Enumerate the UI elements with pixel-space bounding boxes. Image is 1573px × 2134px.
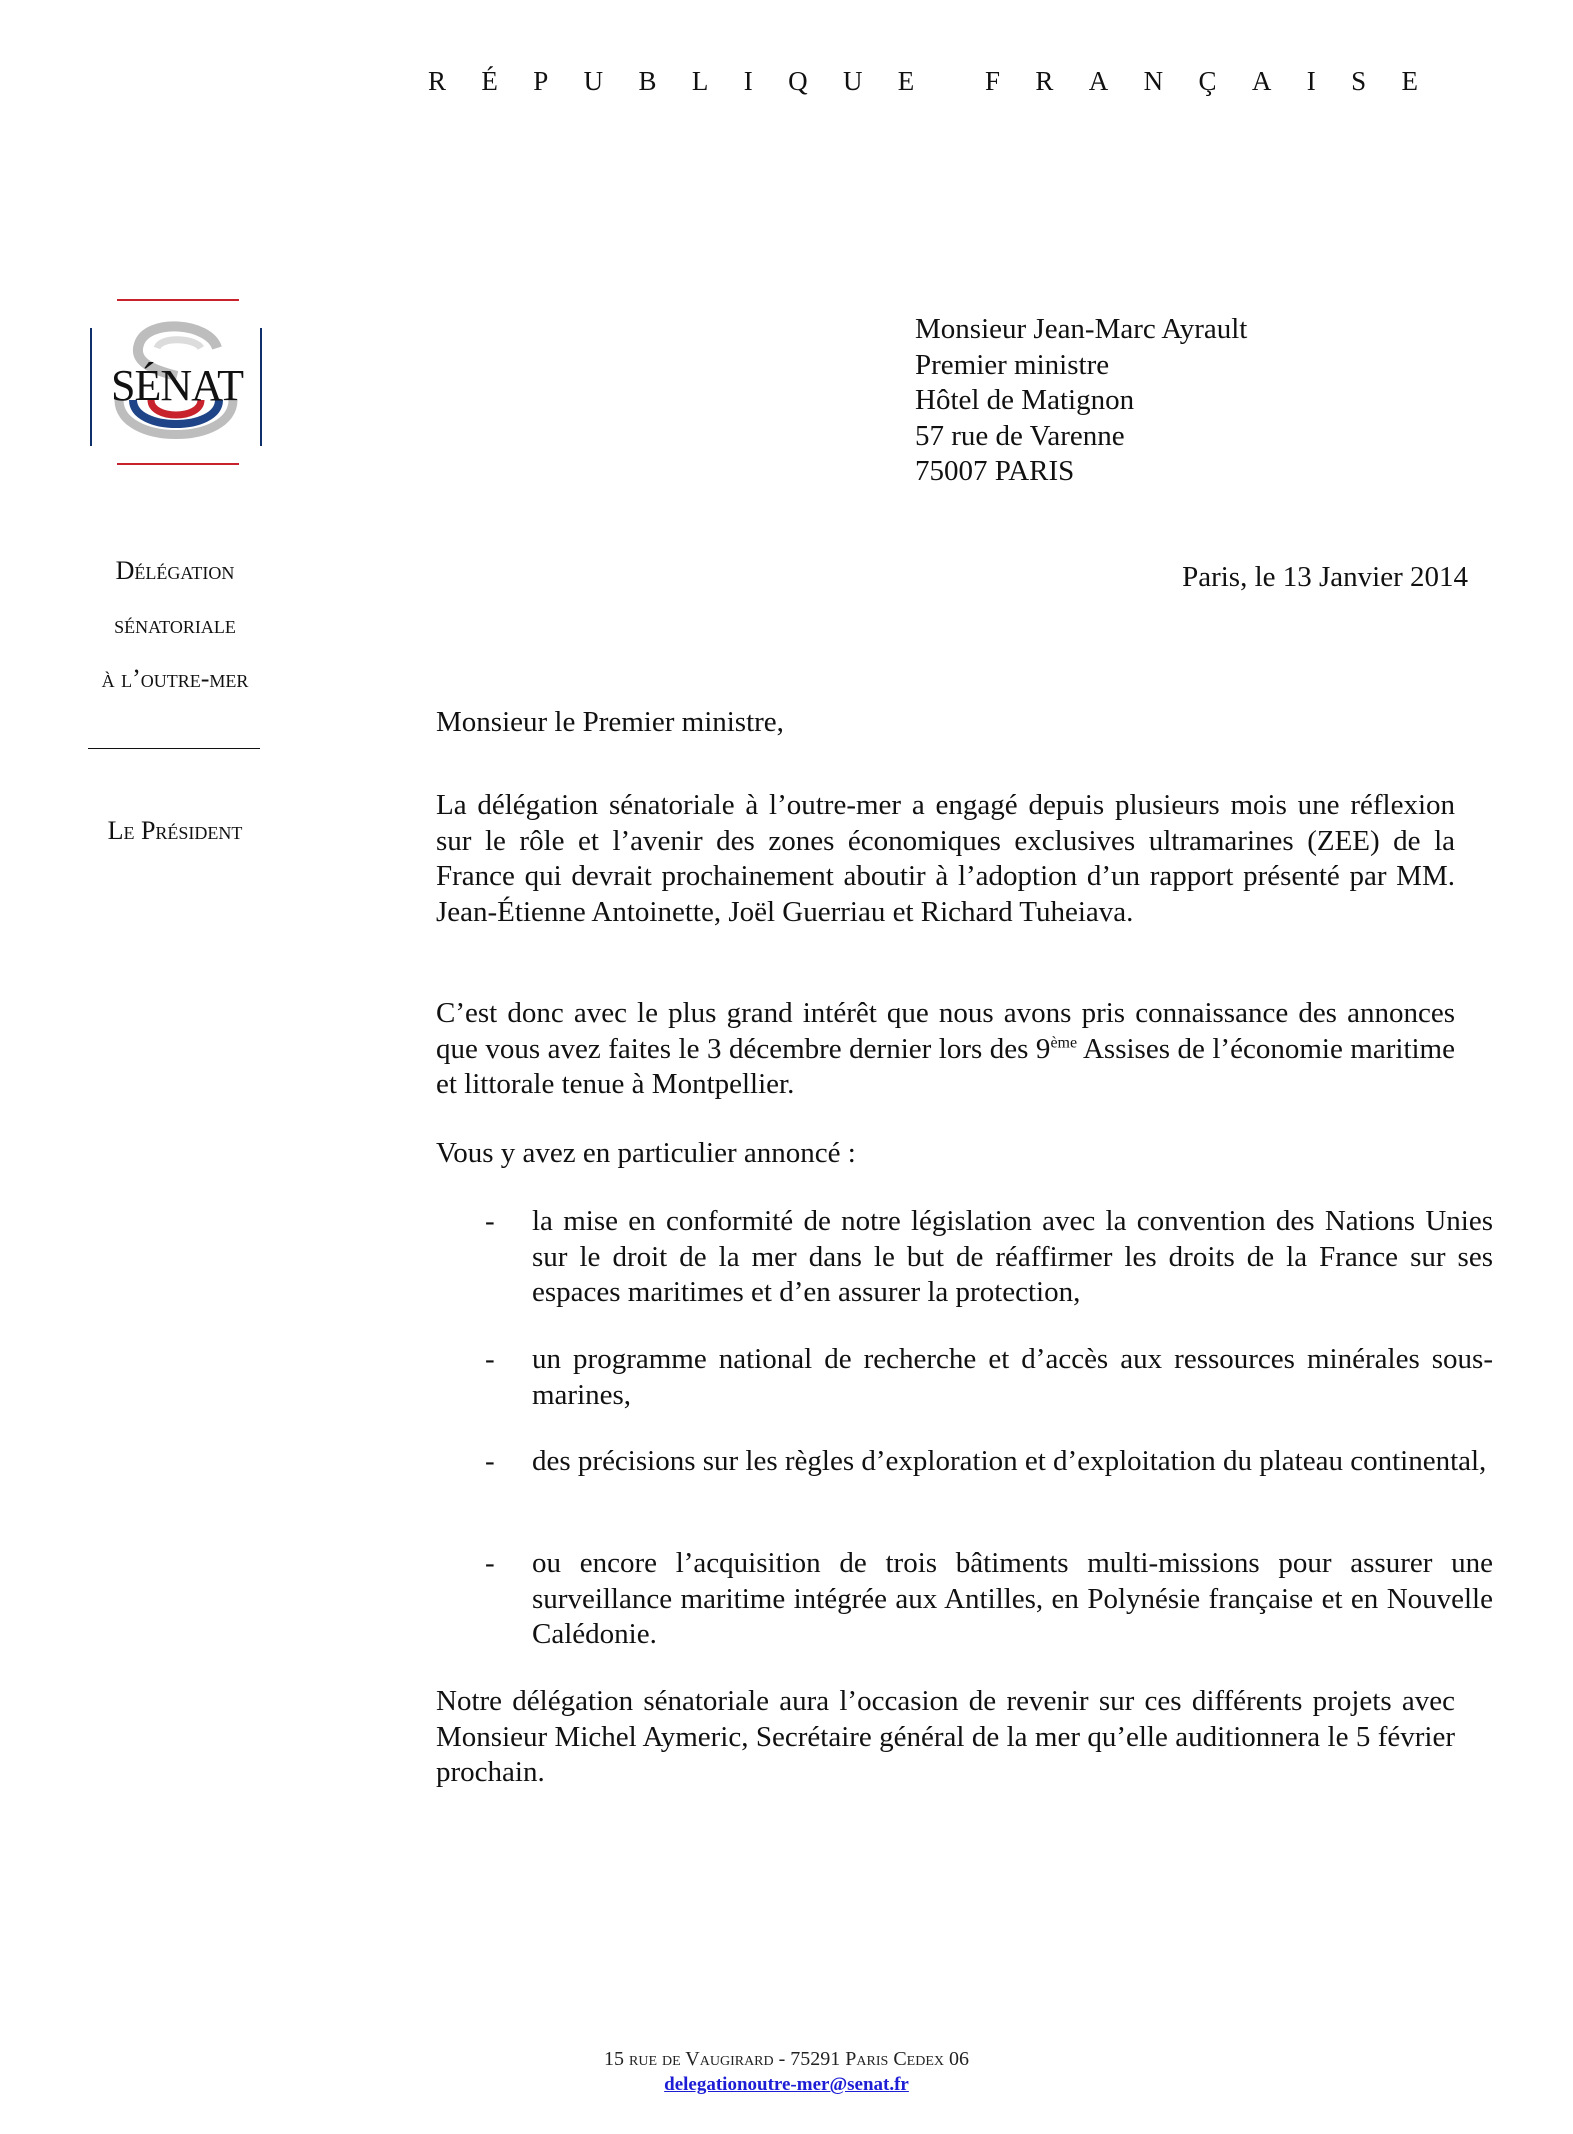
recipient-building: Hôtel de Matignon [915,384,1135,416]
recipient-name: Monsieur Jean-Marc Ayrault [915,313,1248,345]
paragraph-3: Vous y avez en particulier annoncé : [436,1137,856,1169]
sidebar-divider [88,748,260,749]
header-letter: L [691,66,709,96]
header-letter: Ç [1198,66,1217,96]
header-letter: F [985,66,1001,96]
paragraph-2-text-end: Assises de l’économie maritime et littorale tenue à Montpellier. [436,1032,1455,1100]
ordinal-superscript: ème [1050,1033,1078,1051]
senat-logo [89,296,263,468]
header-letter: I [1306,66,1316,96]
bullet-text: la mise en conformité de notre législation avec la convention des Nations Unies sur le droit de la mer dans le but de réaffirmer les droits de la France sur ses espaces maritimes et d’en assurer la protection, [532,1205,1493,1308]
republique-francaise-header [428,66,1418,97]
header-letter: E [897,66,915,96]
bullet-dash: - [485,1547,495,1579]
header-letter: R [1035,66,1054,96]
recipient-title: Premier ministre [915,348,1110,381]
sidebar-delegation: Délégation [115,556,235,585]
sidebar-president: Le Président [107,816,243,845]
bullet-item [485,1204,1493,1311]
header-letter: Q [788,66,808,96]
sidebar-outre-mer: à l’outre-mer [101,664,249,693]
header-letter: A [1088,66,1109,96]
header-letter: A [1251,66,1272,96]
recipient-address [915,312,1247,490]
bullet-item [485,1342,1493,1413]
header-letter: N [1143,66,1164,96]
header-letter: B [638,66,657,96]
letter-date: Paris, le 13 Janvier 2014 [1182,561,1468,593]
bullet-dash: - [485,1205,495,1237]
paragraph-2-text: C’est donc avec le plus grand intérêt que nous avons pris connaissance des annonces que vous avez faites le 3 décembre dernier lors des 9 [436,997,1455,1065]
header-letter: U [842,66,863,96]
senat-logo-text: SÉNAT [111,361,243,410]
paragraph-1: La délégation sénatoriale à l’outre-mer a engagé depuis plusieurs mois une réflexion sur le rôle et l’avenir des zones économiques exclusives ultramarines (ZEE) de la France qui devrait prochainement aboutir à l’adoption d’un rapport présenté par MM. Jean-Étienne Antoinette, Joël Guerriau et Richard Tuheiava. [436,789,1455,928]
bullet-item [485,1444,1493,1480]
recipient-city: 75007 PARIS [915,455,1075,487]
bullet-dash: - [485,1445,495,1477]
bullet-text: un programme national de recherche et d’accès aux ressources minérales sous-marines, [532,1343,1493,1411]
header-letter: I [743,66,753,96]
footer-email-link[interactable]: delegationoutre-mer@senat.fr [664,2074,909,2095]
sidebar-senatoriale: sénatoriale [114,610,236,639]
recipient-street: 57 rue de Varenne [915,419,1125,452]
bullet-text: des précisions sur les règles d’exploration et d’exploitation du plateau continental, [532,1445,1487,1477]
paragraph-2 [436,996,1455,1103]
bullet-dash: - [485,1343,495,1375]
bullet-item [485,1546,1493,1653]
header-letter: P [533,66,549,96]
header-letter: U [583,66,604,96]
header-letter: E [1401,66,1418,96]
header-letter: É [481,66,498,96]
salutation: Monsieur le Premier ministre, [436,706,784,738]
bullet-text: ou encore l’acquisition de trois bâtiments multi-missions pour assurer une surveillance maritime intégrée aux Antilles, en Polynésie française et en Nouvelle Calédonie. [532,1547,1493,1650]
footer-email-row [0,2074,1573,2096]
header-letter: R [428,66,447,96]
header-letter: S [1351,66,1367,96]
paragraph-4: Notre délégation sénatoriale aura l’occasion de revenir sur ces différents projets avec Monsieur Michel Aymeric, Secrétaire général de la mer qu’elle auditionnera le 5 février prochain. [436,1685,1455,1788]
footer-address: 15 rue de Vaugirard - 75291 Paris Cedex 06 [604,2048,969,2070]
